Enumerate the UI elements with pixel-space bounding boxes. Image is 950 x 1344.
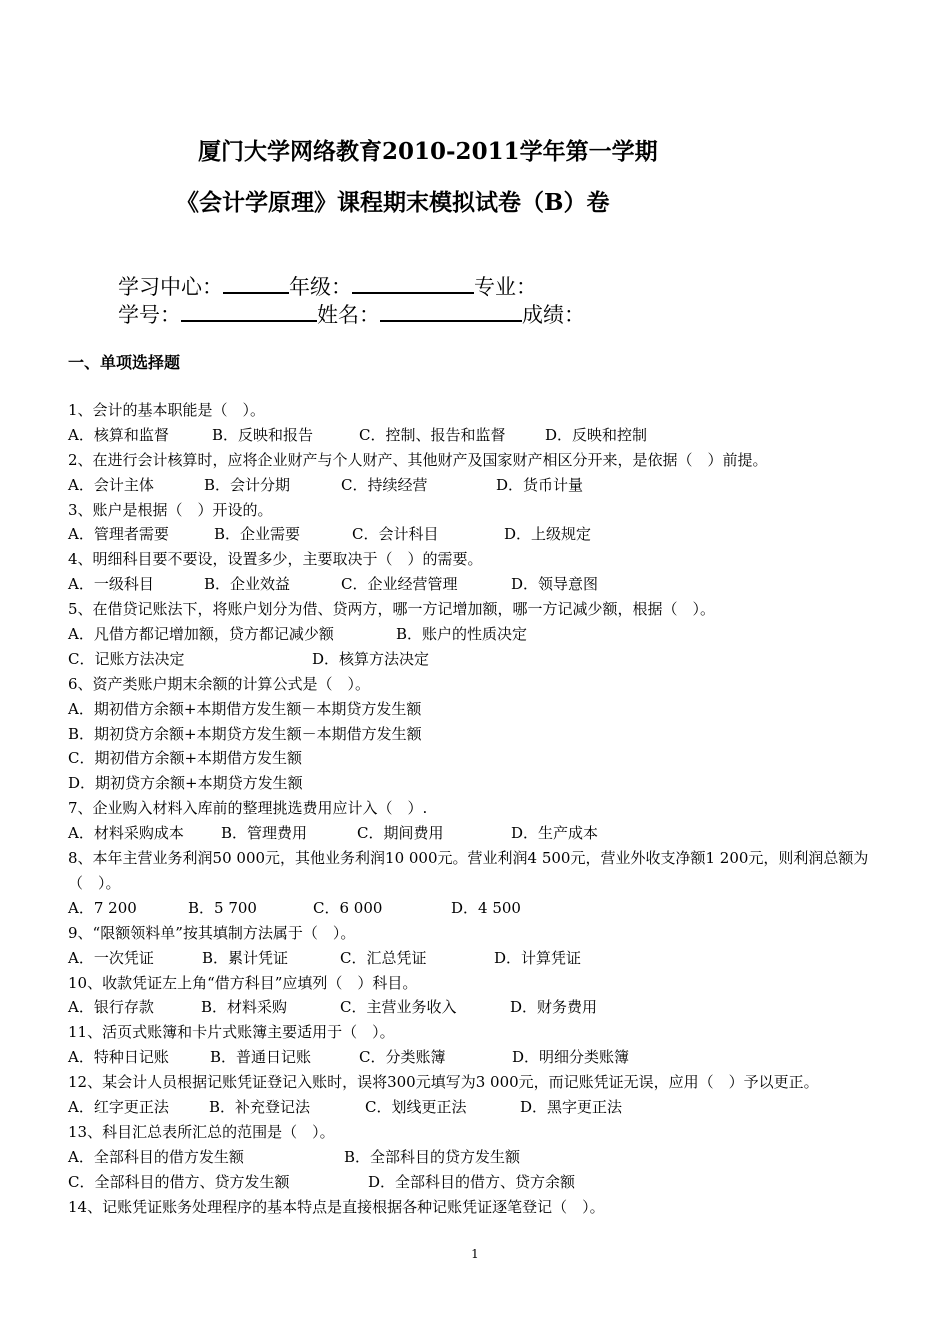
option-a: A．一次凭证 — [68, 948, 154, 967]
exam-title-line2: 《会计学原理》课程期末模拟试卷（B）卷 — [176, 189, 610, 216]
question-stem: 12、某会计人员根据记账凭证登记入账时，误将300元填写为3 000元，而记账凭证无误，应用（ ）予以更正。 — [68, 1073, 819, 1092]
section-title: 一、单项选择题 — [68, 353, 181, 372]
option-a: A．银行存款 — [68, 998, 154, 1017]
option-d: D．4 500 — [451, 898, 521, 917]
student-id-label: 学号： — [118, 303, 181, 327]
option-b: B．企业需要 — [214, 525, 301, 544]
question-options — [68, 1170, 908, 1195]
option-a: A．特种日记账 — [68, 1048, 169, 1067]
name-label: 姓名： — [317, 303, 380, 327]
score-label: 成绩： — [522, 303, 585, 327]
question-stem: 14、记账凭证账务处理程序的基本特点是直接根据各种记账凭证逐笔登记（ ）。 — [68, 1197, 605, 1216]
option-d: D．全部科目的借方、贷方余额 — [368, 1172, 576, 1191]
option-a: A．一级科目 — [68, 575, 154, 594]
option-d: D．财务费用 — [510, 998, 598, 1017]
student-info-row1 — [118, 272, 537, 300]
option-a: A．管理者需要 — [68, 525, 169, 544]
question-stem: 5、在借贷记账法下，将账户划分为借、贷两方，哪一方记增加额，哪一方记减少额，根据（ ）。 — [68, 600, 716, 619]
option-d: D．领导意图 — [511, 575, 599, 594]
option-b: B．管理费用 — [221, 824, 308, 843]
question-options — [68, 896, 908, 921]
question-options — [68, 522, 908, 547]
question-options — [68, 1095, 908, 1120]
exam-title-line1: 厦门大学网络教育2010-2011学年第一学期 — [198, 138, 658, 165]
question-options — [68, 946, 908, 971]
option-b: B．会计分期 — [204, 475, 291, 494]
student-id-blank — [181, 300, 317, 322]
option-b: B．材料采购 — [201, 998, 288, 1017]
question-list — [68, 398, 908, 1219]
option-a: A．核算和监督 — [68, 425, 169, 444]
option-a: A．全部科目的借方发生额 — [68, 1147, 244, 1166]
study-center-label: 学习中心： — [118, 275, 223, 299]
option-c: C．汇总凭证 — [340, 948, 427, 967]
option-a: A．期初借方余额+本期借方发生额－本期贷方发生额 — [68, 699, 422, 718]
option-c: C．主营业务收入 — [340, 998, 457, 1017]
major-label: 专业： — [474, 275, 537, 299]
option-c: C．控制、报告和监督 — [359, 425, 506, 444]
option-d: D．黑字更正法 — [520, 1097, 623, 1116]
question-stem: 13、科目汇总表所汇总的范围是（ ）。 — [68, 1122, 335, 1141]
question-options — [68, 647, 908, 672]
option-c: C．划线更正法 — [365, 1097, 467, 1116]
option-a: A．红字更正法 — [68, 1097, 169, 1116]
option-c: C．会计科目 — [352, 525, 439, 544]
question-stem: 3、账户是根据（ ）开设的。 — [68, 500, 273, 519]
option-b: B．账户的性质决定 — [396, 625, 528, 644]
option-b: B．5 700 — [188, 898, 257, 917]
grade-blank — [352, 272, 474, 294]
question-stem: 11、活页式账簿和卡片式账簿主要适用于（ ）。 — [68, 1023, 395, 1042]
study-center-blank — [223, 272, 289, 294]
option-b: B．全部科目的贷方发生额 — [344, 1147, 521, 1166]
option-d: D．期初贷方余额+本期贷方发生额 — [68, 774, 303, 793]
question-options — [68, 995, 908, 1020]
page-number: 1 — [471, 1247, 479, 1261]
grade-label: 年级： — [289, 275, 352, 299]
option-c: C．持续经营 — [341, 475, 428, 494]
option-c: C．记账方法决定 — [68, 649, 185, 668]
question-stem: 1、会计的基本职能是（ ）。 — [68, 401, 266, 419]
question-stem: 4、明细科目要不要设，设置多少，主要取决于（ ）的需要。 — [68, 550, 483, 569]
option-a: A．7 200 — [68, 898, 137, 917]
question-stem: 10、收款凭证左上角“借方科目”应填列（ ）科目。 — [68, 973, 418, 992]
option-b: B．累计凭证 — [202, 948, 289, 967]
option-b: B．期初贷方余额+本期贷方发生额－本期借方发生额 — [68, 724, 422, 743]
question-options — [68, 1145, 908, 1170]
student-info-row2 — [118, 300, 585, 328]
option-d: D．反映和控制 — [545, 425, 648, 444]
option-c: C．企业经营管理 — [341, 575, 458, 594]
option-d: D．货币计量 — [496, 475, 584, 494]
option-d: D．计算凭证 — [494, 948, 582, 967]
question-options — [68, 821, 908, 846]
question-options — [68, 622, 908, 647]
option-c: C．期间费用 — [357, 824, 444, 843]
question-stem: 9、“限额领料单”按其填制方法属于（ ）。 — [68, 923, 356, 942]
option-a: A．会计主体 — [68, 475, 154, 494]
option-a: A．凡借方都记增加额，贷方都记减少额 — [68, 625, 334, 644]
option-d: D．上级规定 — [504, 525, 592, 544]
question-options — [68, 473, 908, 498]
question-options — [68, 423, 908, 448]
option-c: C．6 000 — [313, 898, 383, 917]
option-d: D．明细分类账簿 — [512, 1048, 630, 1067]
option-c: C．分类账簿 — [359, 1048, 446, 1067]
option-d: D．核算方法决定 — [312, 649, 430, 668]
question-stem: 6、资产类账户期末余额的计算公式是（ ）。 — [68, 674, 371, 693]
question-options — [68, 1045, 908, 1070]
question-stem: 2、在进行会计核算时，应将企业财产与个人财产、其他财产及国家财产相区分开来，是依据（ ）前提。 — [68, 450, 768, 469]
option-b: B．反映和报告 — [212, 425, 314, 444]
option-a: A．材料采购成本 — [68, 824, 184, 843]
option-d: D．生产成本 — [511, 824, 599, 843]
question-options — [68, 572, 908, 597]
option-b: B．企业效益 — [204, 575, 291, 594]
option-b: B．补充登记法 — [209, 1097, 311, 1116]
name-blank — [380, 300, 522, 322]
question-stem: 8、本年主营业务利润50 000元，其他业务利润10 000元。营业利润4 500元，营业外收支净额1 200元，则利润总额为（ ）。 — [68, 849, 869, 892]
option-b: B．普通日记账 — [210, 1048, 312, 1067]
option-c: C．全部科目的借方、贷方发生额 — [68, 1172, 290, 1191]
question-stem: 7、企业购入材料入库前的整理挑选费用应计入（ ）. — [68, 799, 428, 818]
option-c: C．期初借方余额+本期借方发生额 — [68, 749, 303, 768]
